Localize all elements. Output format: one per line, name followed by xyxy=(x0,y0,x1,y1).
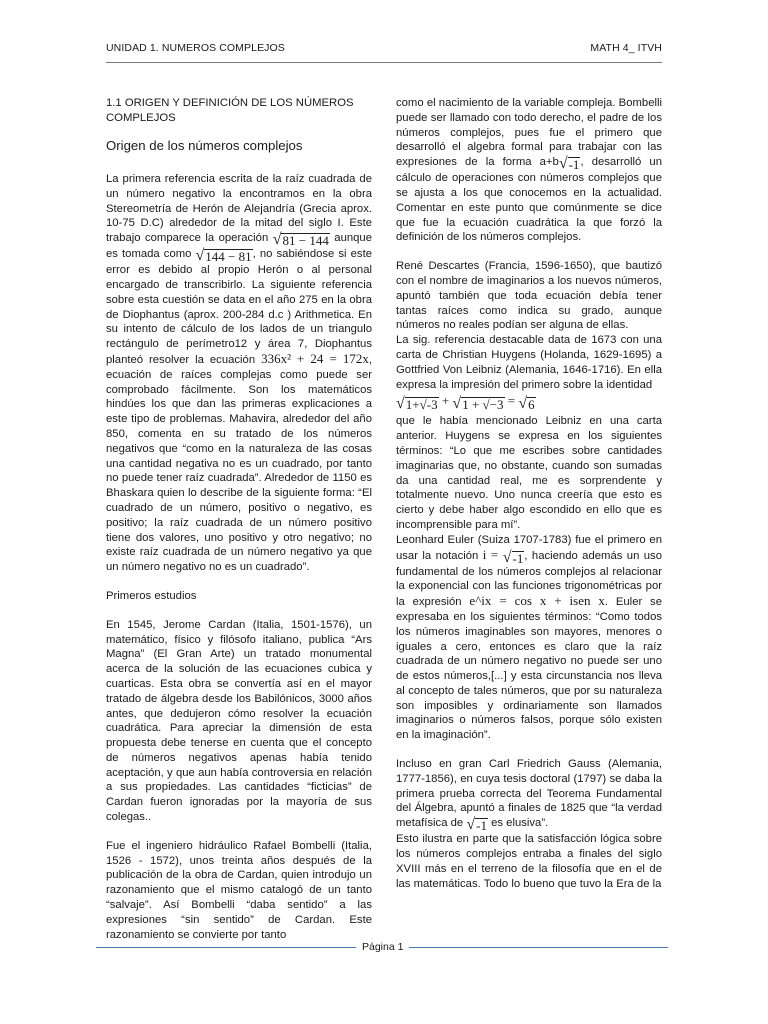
text-run: , haciendo además un uso fundamental de los números complejos al relacionar la exponencial con las funciones trigonométricas por la expresión xyxy=(396,549,662,609)
section-subtitle: Origen de los números complejos xyxy=(106,138,303,153)
radicand: 6 xyxy=(528,397,535,413)
paragraph-origin xyxy=(106,172,372,575)
text-run: . Euler se expresaba en los siguientes términos: “Como todos los números imaginables son mayores, menores o iguales a cero, entonces es claro que la raíz cuadrada de un número negativo no puede ser uno de estos números,[...] y esta circunstancia nos lleva al concepto de tales números, que por su naturaleza son imposibles y ordinariamente son llamados imaginarios o números falsos, porque sólo existen en la imaginación”. xyxy=(396,596,662,742)
paragraph-cardan: En 1545, Jerome Cardan (Italia, 1501-1576), un matemático, físico y filósofo italiano, publica “Ars Magna” (El Gran Arte) un tratado monumental acerca de la solución de las ecuaciones cubica y cuarticas. Esta obra se convertía así en el mayor tratado de álgebra desde los Babilónicos, 3000 años antes, que dedujeron cómo resolver la ecuación cuadrática. Para apreciar la dimensión de esta propuesta debe tenerse en cuenta que el concepto de números negativos apenas había tenido aceptación, y que aun había controversia en relación a sus propiedades. Las cantidades “ficticias” de Cardan fueron ignoradas por la mayoría de sus colegas.. xyxy=(106,618,372,824)
text-run: La primera referencia escrita de la raíz cuadrada de un número negativo la encontramos en la obra Stereometría de Herón de Alejandría (Grecia aprox. 10-75 D.C) alrededor de la mitad del siglo I. Este trabajo comparece la operación xyxy=(106,173,372,245)
text-run: aunque es tomada como xyxy=(106,232,372,261)
header-course: MATH 4_ ITVH xyxy=(590,42,662,54)
heading-primeros-estudios: Primeros estudios xyxy=(106,589,197,602)
sqrt-minus-one: √ -1 xyxy=(558,155,580,173)
eq-text: i = xyxy=(482,546,503,562)
text-run: Leonhard Euler (Suiza 1707-1783) fue el primero en usar la notación xyxy=(396,533,662,562)
radicand: -1 xyxy=(512,550,524,566)
paragraph-bombelli-cont xyxy=(396,96,662,245)
sqrt-144-81: √ 144 − 81 xyxy=(195,247,252,265)
radicand: -1 xyxy=(568,157,580,173)
sqrt-81-144: √ 81 − 144 xyxy=(272,231,329,249)
text-run: es elusiva”. xyxy=(491,817,549,830)
text-run: , desarrolló un cálculo de operaciones con números complejos que se ajusta a los que conocemos en la actualidad. Comentar en este punto que comúnmente se dice que fue la ecuación cuadrática la que forzó la definición de los números complejos. xyxy=(396,156,662,244)
text-run: , no sabiéndose si este error es debido al propio Herón o al personal encargado de transcribirlo. La siguiente referencia sobre esta cuestión se data en el año 275 en la obra de Diophantus (aprox. 200-284 d.c ) Arithmetica. En su intento de cálculo de los lados de un triangulo rectángulo de perímetro12 y área 7, Diophantus planteó resolver la ecuación xyxy=(106,248,373,366)
equation-i: i = √ -1 xyxy=(482,546,524,566)
paragraph-huygens-quote: que le había mencionado Leibniz en una carta anterior. Huygens se expresa en los siguientes términos: “Lo que me escribes sobre cantidades imaginarias que, no obstante, cuando son sumadas da una cantidad real, me es sorprendente y totalmente nuevo. Uno nunca creería que esto es cierto y debe haber algo escondido en ello que es incomprensible para mí”. xyxy=(396,415,662,531)
radicand: 81 − 144 xyxy=(282,233,329,249)
equation-identity: √ 1+√-3 + √ 1 + √−3 = √ 6 xyxy=(396,393,535,413)
paragraph-bombelli: Fue el ingeniero hidráulico Rafael Bombelli (Italia, 1526 - 1572), unos treinta años después de la publicación de la obra de Cardan, quien introdujo un razonamiento que el mismo catalogó de un tanto “salvaje”. Así Bombelli “daba sentido” a las expresiones “sin sentido” de Cardan. Este razonamiento se convierte por tanto xyxy=(106,839,372,941)
radicand: 144 − 81 xyxy=(205,249,252,265)
text-run: , ecuación de raíces complejas como puede ser comprobado fácilmente. Son los matemáticos hindúes los que dan las primeras explicaciones a este tipo de problemas. Mahavira, alrededor del año 850, comenta en su tratado de los números negativos que “como en la naturaleza de las cosas una cantidad negativa no es un cuadrado, por tanto no puede tener raíz cuadrada”. Alrededor de 1150 es Bhaskara quien lo describe de la siguiente forma: “El cuadrado de un número, positivo o negativo, es positivo; la raíz cuadrada de un número positivo tiene dos valores, uno positivo y otro negativo; no existe raíz cuadrada de un número negativo ya que un número negativo no es un cuadrado”. xyxy=(106,353,373,574)
header-divider xyxy=(106,62,662,63)
header-unit-title: UNIDAD 1. NUMEROS COMPLEJOS xyxy=(106,42,285,54)
text-run: La sig. referencia destacable data de 1673 con una carta de Christian Huygens (Holanda, 1629-1695) a Gottfried Von Leibniz (Alemania, 1646-1716). En ella expresa la impresión del primero sobre la identidad xyxy=(396,334,662,391)
paragraph-euler xyxy=(396,533,662,743)
paragraph-descartes: René Descartes (Francia, 1596-1650), que bautizó con el nombre de imaginarios a los nuevos números, apuntó también que toda ecuación debía tener tantas raíces como indica su grado, aunque números no reales podían ser alguna de ellas. xyxy=(396,260,662,332)
paragraph-huygens xyxy=(396,333,662,392)
text-run: como el nacimiento de la variable compleja. Bombelli puede ser llamado con todo derecho, el padre de los números complejos, pues fue el primero que desarrolló el algebra formal para trabajar con las expresiones de la forma a+b xyxy=(396,97,662,169)
text-run: Incluso en gran Carl Friedrich Gauss (Alemania, 1777-1856), en cuya tesis doctoral (1797) se daba la primera prueba correcta del Teorema Fundamental del Álgebra, apuntó a finales de 1825 que “la verdad metafísica de xyxy=(396,758,662,830)
radicand: -1 xyxy=(476,818,487,834)
page-header xyxy=(106,42,662,60)
radicand: 1+√-3 xyxy=(405,397,438,413)
paragraph-gauss xyxy=(396,757,662,832)
radicand: 1 + √−3 xyxy=(462,397,504,413)
paragraph-conclusion: Esto ilustra en parte que la satisfacción lógica sobre los números complejos entraba a finales del siglo XVIII más en el terreno de la filosofía que en el de las matemáticas. Todo lo bueno que tuvo la Era de la xyxy=(396,833,662,890)
sqrt-minus-one-gauss: √ -1 xyxy=(466,816,487,834)
right-column xyxy=(396,96,662,891)
equation-diophantus: 336x² + 24 = 172x xyxy=(261,350,369,366)
page-number: Página 1 xyxy=(356,941,409,953)
left-column xyxy=(106,96,372,942)
equation-euler: e^ix = cos x + isen x xyxy=(469,593,605,609)
section-title: 1.1 ORIGEN Y DEFINICIÓN DE LOS NÚMEROS COMPLEJOS xyxy=(106,97,354,124)
